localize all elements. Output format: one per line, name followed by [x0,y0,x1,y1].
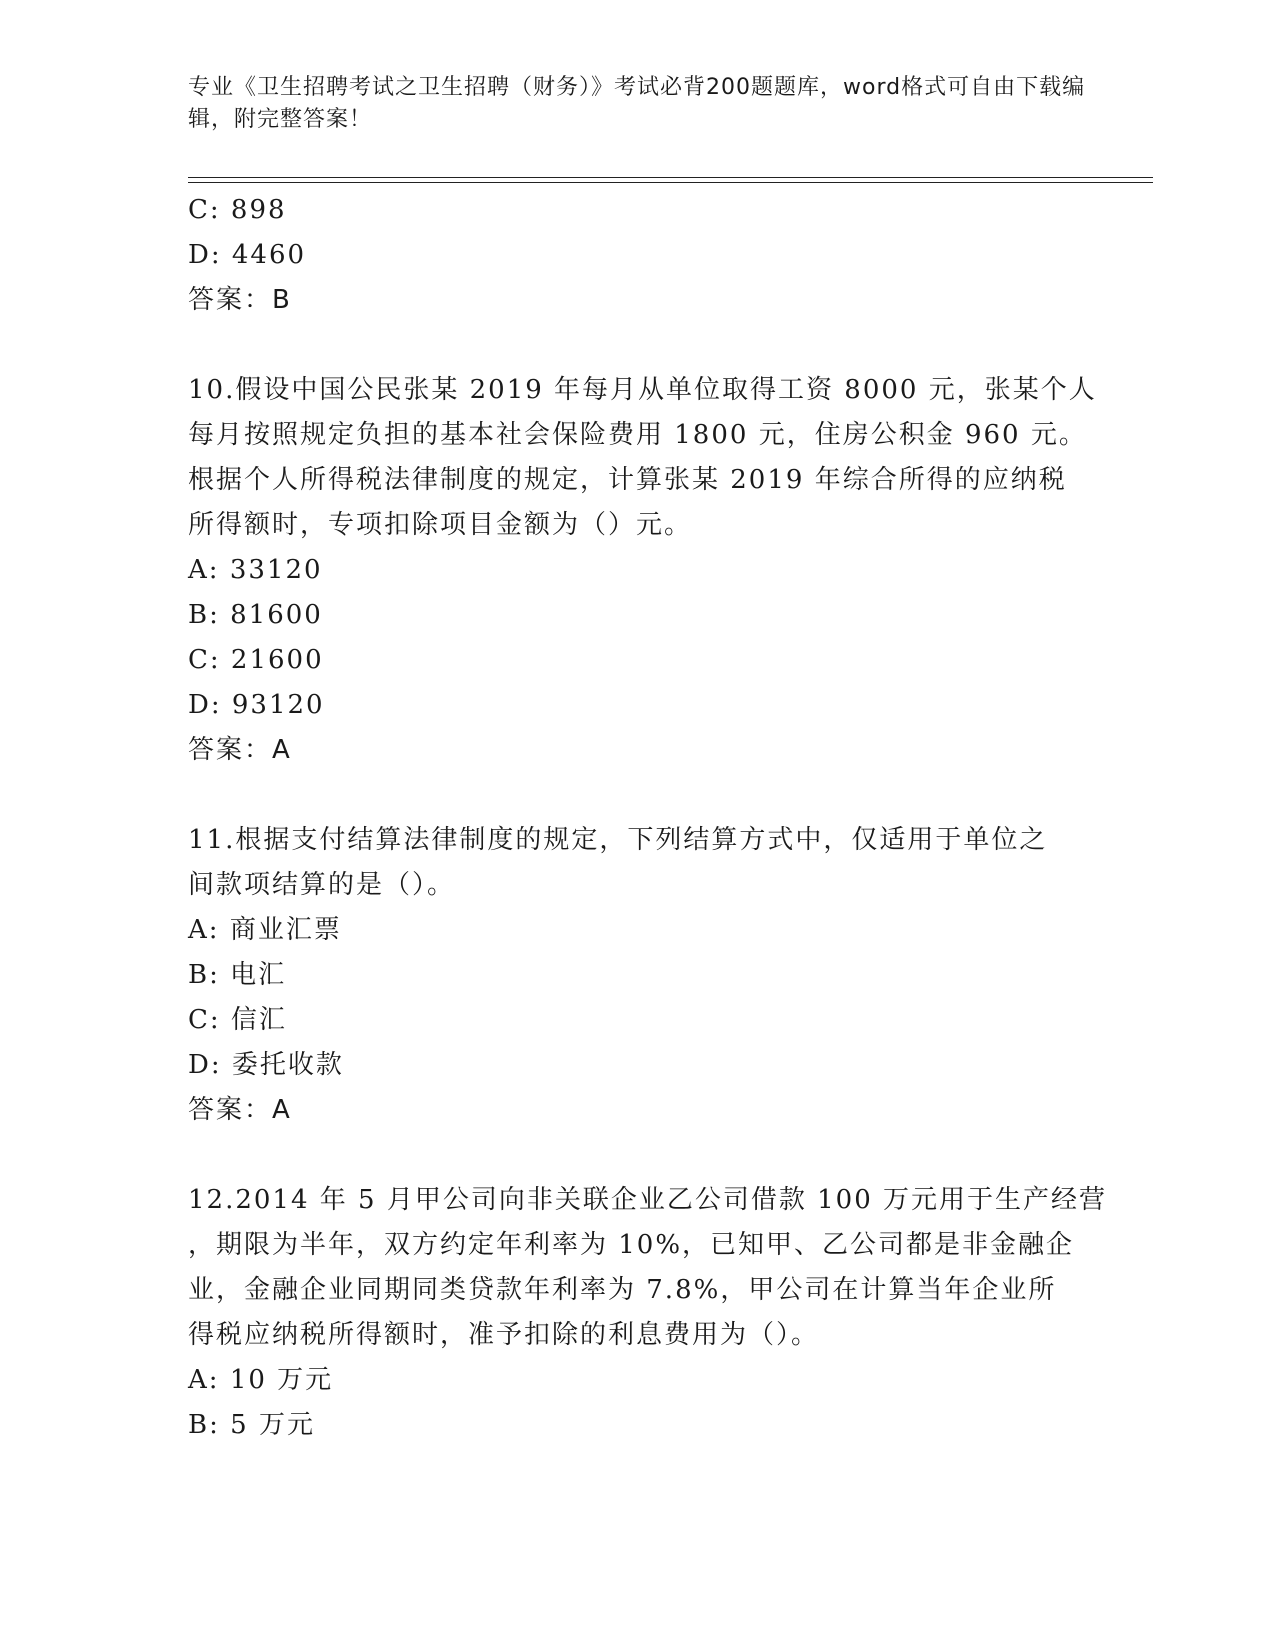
header-divider-top [188,177,1153,178]
option-c [188,998,1088,1043]
option-text: 信汇 [230,1005,287,1035]
question-text-line: 每月按照规定负担的基本社会保险费用 1800 元，住房公积金 960 元。 [188,420,1087,450]
option-d [188,233,1088,278]
question-text-line: 业，金融企业同期同类贷款年利率为 7.8%，甲公司在计算当年企业所 [188,1275,1057,1305]
option-c [188,188,1088,233]
option-b [188,593,1088,638]
question-11 [188,818,1088,1133]
option-label: A: [188,555,220,585]
option-text: 21600 [230,645,324,675]
option-a [188,908,1088,953]
option-text: 33120 [229,555,323,585]
header-divider-bottom [188,182,1153,183]
question-text-line: 得税应纳税所得额时，准予扣除的利息费用为（）。 [188,1320,820,1350]
document-header: 专业《卫生招聘考试之卫生招聘（财务）》考试必背200题题库，word格式可自由下载编辑，附完整答案！ [188,75,1086,132]
option-text: 93120 [231,690,325,720]
option-label: D: [188,1050,222,1080]
question-text-line: 间款项结算的是（）。 [188,870,456,900]
option-d [188,1043,1088,1088]
question-text-line: ，期限为半年，双方约定年利率为 10%，已知甲、乙公司都是非金融企 [188,1230,1075,1260]
option-c [188,638,1088,683]
question-text-line: 10.假设中国公民张某 2019 年每月从单位取得工资 8000 元，张某个人 [188,375,1097,405]
option-label: A: [188,915,220,945]
option-label: D: [188,240,222,270]
question-text-line: 11.根据支付结算法律制度的规定，下列结算方式中，仅适用于单位之 [188,825,1048,855]
option-text: 电汇 [230,960,287,990]
option-text: 10 万元 [229,1365,334,1395]
option-label: C: [188,1005,221,1035]
option-b [188,1403,1088,1448]
option-text: 商业汇票 [229,915,342,945]
question-content [188,188,1108,1448]
answer-line: 答案：B [188,285,292,315]
answer-line: 答案：A [188,735,292,765]
option-label: B: [188,600,220,630]
option-a [188,548,1088,593]
option-a [188,1358,1088,1403]
question-12 [188,1178,1108,1448]
option-text: 4460 [231,240,307,270]
option-b [188,953,1088,998]
option-label: B: [188,960,220,990]
question-text-line: 所得额时，专项扣除项目金额为（）元。 [188,510,693,540]
option-label: C: [188,195,221,225]
option-label: D: [188,690,222,720]
question-text-line: 12.2014 年 5 月甲公司向非关联企业乙公司借款 100 万元用于生产经营 [188,1185,1108,1215]
option-text: 898 [230,195,287,225]
option-label: B: [188,1410,220,1440]
option-text: 5 万元 [230,1410,315,1440]
answer-line: 答案：A [188,1095,292,1125]
question-10 [188,368,1097,773]
option-label: A: [188,1365,220,1395]
question-text-line: 根据个人所得税法律制度的规定，计算张某 2019 年综合所得的应纳税 [188,465,1067,495]
option-label: C: [188,645,221,675]
option-d [188,683,1088,728]
option-text: 81600 [230,600,323,630]
option-text: 委托收款 [231,1050,344,1080]
